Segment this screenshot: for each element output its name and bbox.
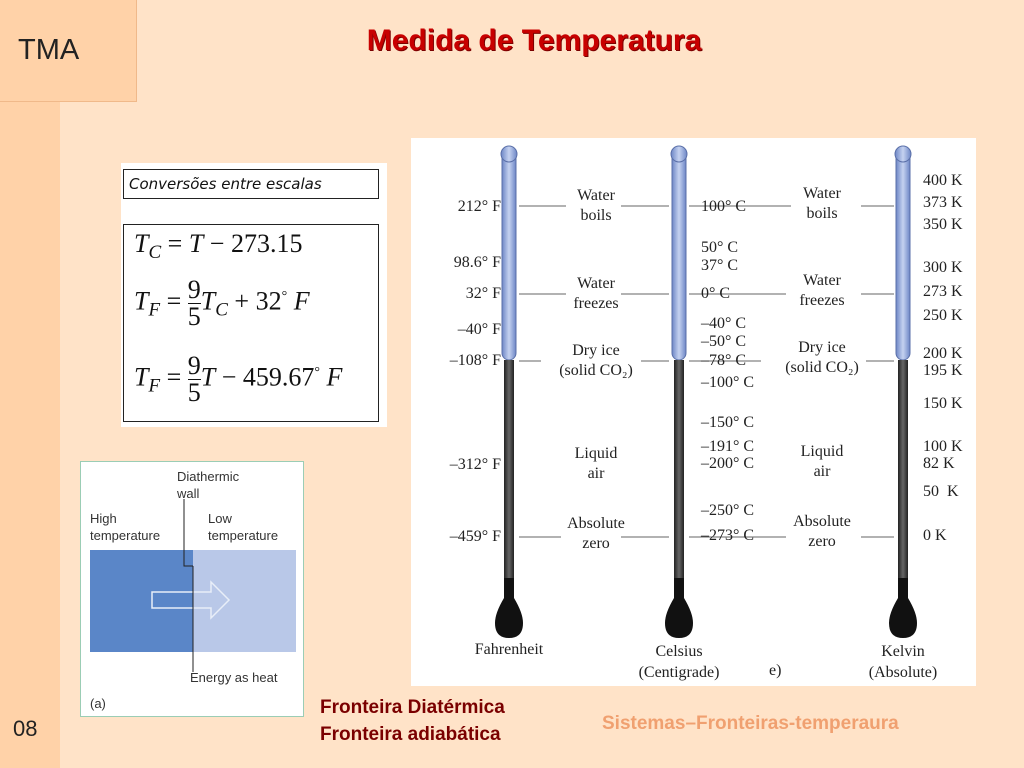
low-label-2: temperature: [208, 528, 279, 543]
fahrenheit-thermometer: [495, 146, 523, 638]
celsius-name: Celsius (Centigrade): [638, 643, 720, 681]
label-right-liquid: Liquid air: [800, 443, 844, 480]
wall-label-1: Diathermic: [177, 469, 240, 484]
header-label: TMA: [18, 34, 80, 66]
energy-label: Energy as heat: [190, 670, 278, 685]
conversion-equations: [123, 224, 379, 422]
kelvin-tick-273: 273 K: [923, 283, 963, 300]
left-sidebar: [0, 0, 60, 768]
equation-celsius: $T_C = T - 273.15$: [134, 229, 303, 264]
fahrenheit-tick-m40: –40° F: [457, 321, 501, 338]
high-label-1: High: [90, 511, 117, 526]
celsius-tick-100: 100° C: [701, 198, 747, 215]
celsius-tick-50: 50° C: [701, 239, 739, 256]
kelvin-tick-373: 373 K: [923, 194, 963, 211]
slide-number: 08: [13, 716, 38, 741]
celsius-tick-m100: –100° C: [701, 374, 755, 391]
panel-label: (a): [90, 696, 106, 711]
fahrenheit-tick-212: 212° F: [457, 198, 501, 215]
kelvin-tick-350: 350 K: [923, 216, 963, 233]
diathermic-wall-figure: [80, 461, 304, 717]
kelvin-tick-0: 0 K: [923, 527, 947, 544]
boundary-diathermic: Fronteira Diatérmica: [320, 697, 505, 718]
fahrenheit-tick-98: 98.6° F: [453, 254, 501, 271]
celsius-tick-0: 0° C: [701, 285, 731, 302]
celsius-tick-m150: –150° C: [701, 414, 755, 431]
label-left-liquid: Liquid air: [574, 445, 618, 482]
celsius-tick-m50: –50° C: [701, 333, 747, 350]
label-left-dryice: Dry ice (solid CO₂): [559, 342, 633, 379]
label-left-freezes: Water freezes: [573, 275, 619, 312]
fahrenheit-tick-m312: –312° F: [449, 456, 501, 473]
label-right-dryice: Dry ice (solid CO₂): [785, 339, 859, 376]
equation-fahrenheit-2: $T_F$ = $\frac{9}{5}$ T − 459.67° F: [134, 351, 343, 407]
low-label-1: Low: [208, 511, 232, 526]
thermometers-figure: [411, 138, 976, 686]
kelvin-name: Kelvin (Absolute): [868, 643, 938, 681]
kelvin-tick-50: 50 K: [923, 483, 959, 500]
celsius-tick-m200: –200° C: [701, 455, 755, 472]
kelvin-tick-250: 250 K: [923, 307, 963, 324]
kelvin-tick-400: 400 K: [923, 172, 963, 189]
kelvin-thermometer: [889, 146, 917, 638]
slide-title: Medida de Temperatura: [366, 24, 702, 57]
label-right-freezes: Water freezes: [799, 272, 845, 309]
kelvin-tick-82: 82 K: [923, 455, 955, 472]
fahrenheit-tick-m459: –459° F: [449, 528, 501, 545]
label-left-zero: Absolute zero: [567, 515, 625, 552]
celsius-tick-m191: –191° C: [701, 438, 755, 455]
conversion-heading: Conversões entre escalas: [123, 169, 379, 199]
fahrenheit-tick-m108: –108° F: [449, 352, 501, 369]
fahrenheit-name: Fahrenheit: [474, 641, 544, 658]
kelvin-tick-100: 100 K: [923, 438, 963, 455]
celsius-tick-m78: –78° C: [701, 352, 747, 369]
celsius-thermometer: [665, 146, 693, 638]
celsius-tick-m40: –40° C: [701, 315, 747, 332]
wall-label-2: wall: [177, 486, 200, 501]
label-right-boils: Water boils: [803, 185, 841, 222]
kelvin-tick-150: 150 K: [923, 395, 963, 412]
conversion-panel: [121, 163, 387, 427]
kelvin-tick-200: 200 K: [923, 345, 963, 362]
label-right-zero: Absolute zero: [793, 513, 851, 550]
fahrenheit-tick-32: 32° F: [465, 285, 501, 302]
equation-fahrenheit-1: $T_F$ = $\frac{9}{5}$ $T_C + 32^\circ$ F: [134, 275, 310, 331]
celsius-tick-37: 37° C: [701, 257, 739, 274]
kelvin-tick-300: 300 K: [923, 259, 963, 276]
celsius-tick-m250: –250° C: [701, 502, 755, 519]
slide-footer: Sistemas–Fronteiras-temperaura: [602, 713, 899, 734]
boundary-adiabatic: Fronteira adiabática: [320, 724, 501, 745]
label-left-boils: Water boils: [577, 187, 615, 224]
celsius-tick-m273: –273° C: [701, 527, 755, 544]
figure-panel-label: e): [769, 662, 782, 679]
high-label-2: temperature: [90, 528, 161, 543]
thermometer-scales: [411, 138, 976, 686]
kelvin-tick-195: 195 K: [923, 362, 963, 379]
